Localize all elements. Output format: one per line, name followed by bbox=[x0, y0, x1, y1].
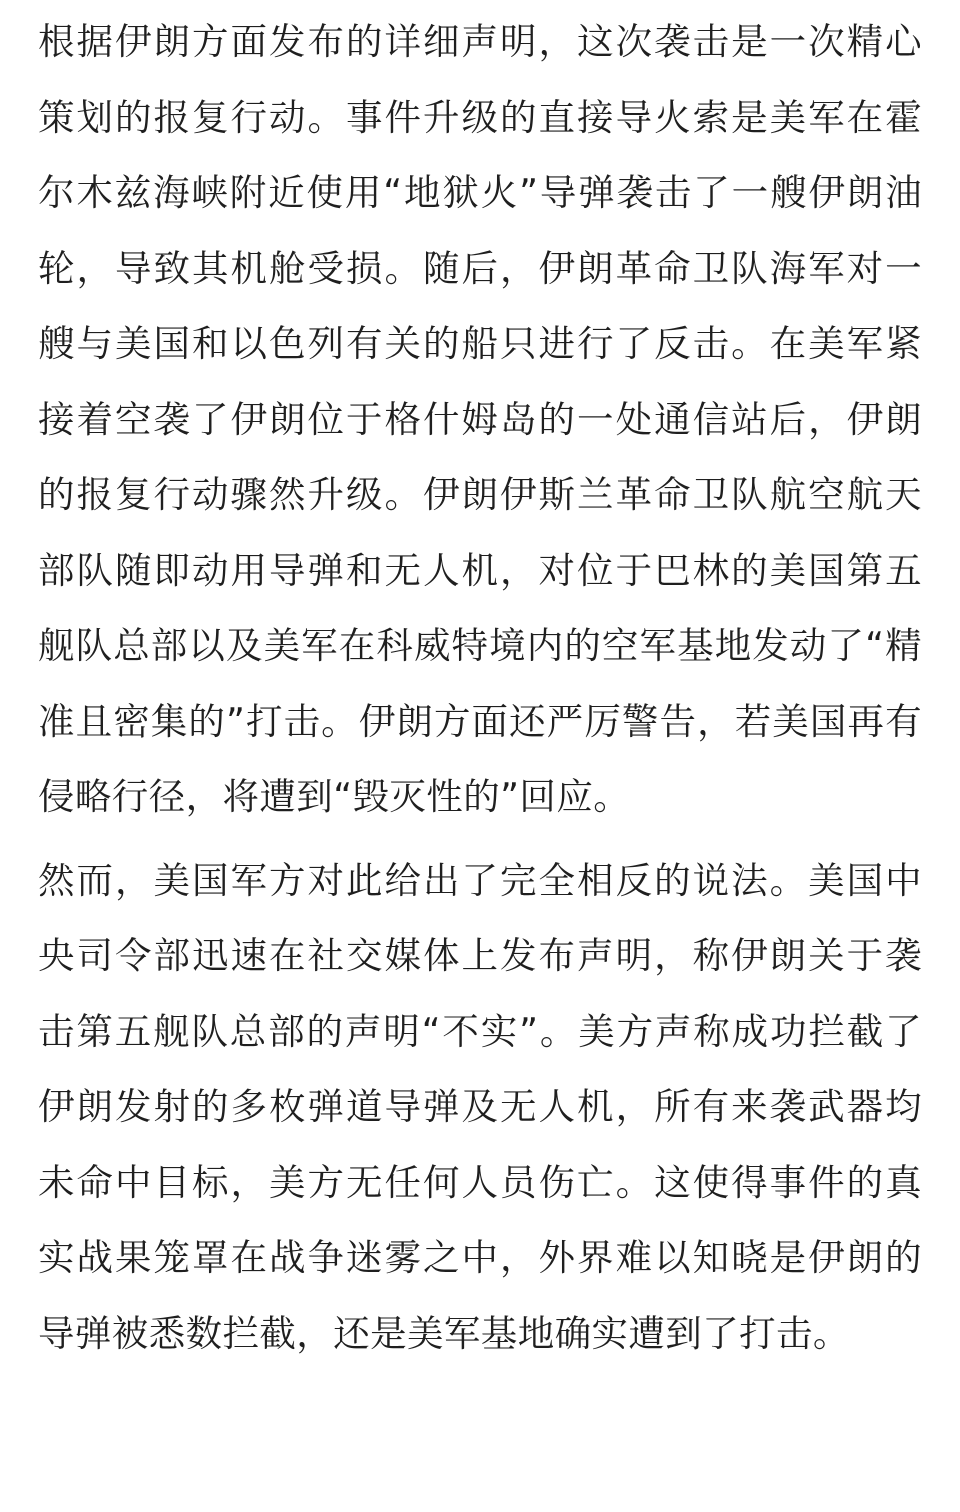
article-body bbox=[38, 4, 922, 1371]
article-paragraph-2: 然而，美国军方对此给出了完全相反的说法。美国中央司令部迅速在社交媒体上发布声明，称伊朗关于袭击第五舰队总部的声明“不实”。美方声称成功拦截了伊朗发射的多枚弹道导弹及无人机，所有来袭武器均未命中目标，美方无任何人员伤亡。这使得事件的真实战果笼罩在战争迷雾之中，外界难以知晓是伊朗的导弹被悉数拦截，还是美军基地确实遭到了打击。 bbox=[38, 858, 922, 1355]
article-paragraph-1: 根据伊朗方面发布的详细声明，这次袭击是一次精心策划的报复行动。事件升级的直接导火索是美军在霍尔木兹海峡附近使用“地狱火”导弹袭击了一艘伊朗油轮，导致其机舱受损。随后，伊朗革命卫队海军对一艘与美国和以色列有关的船只进行了反击。在美军紧接着空袭了伊朗位于格什姆岛的一处通信站后，伊朗的报复行动骤然升级。伊朗伊斯兰革命卫队航空航天部队随即动用导弹和无人机，对位于巴林的美国第五舰队总部以及美军在科威特境内的空军基地发动了“精准且密集的”打击。伊朗方面还严厉警告，若美国再有侵略行径，将遭到“毁灭性的”回应。 bbox=[38, 20, 922, 818]
